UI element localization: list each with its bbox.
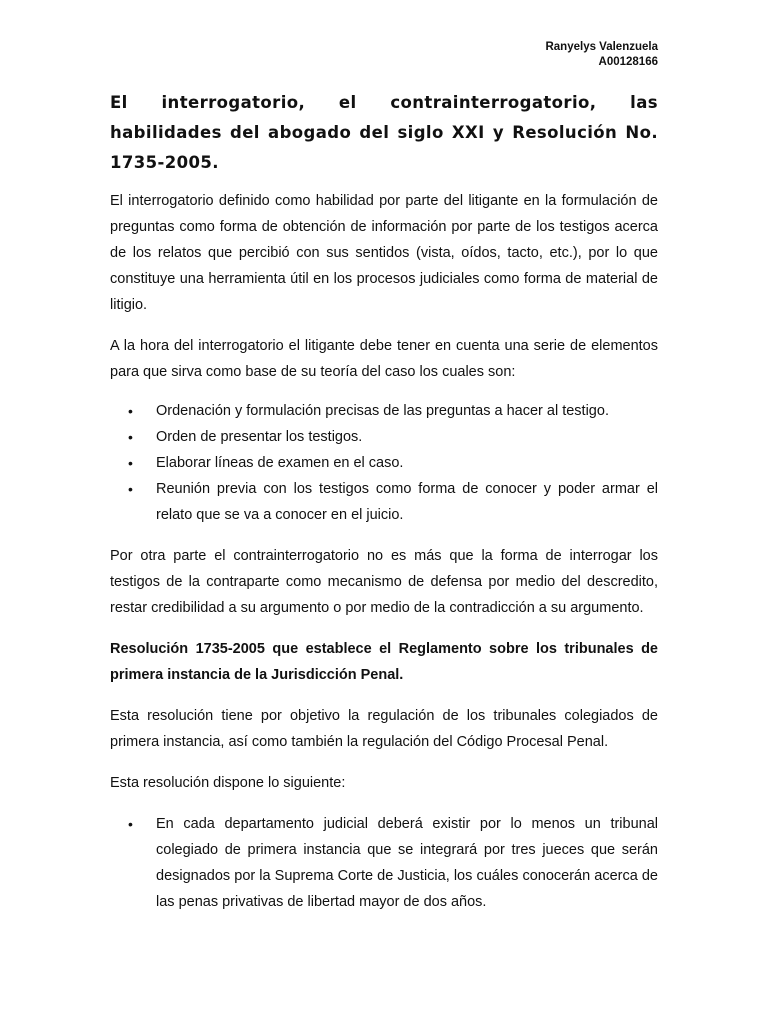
list-item [110, 424, 658, 450]
paragraph-objetivo: Esta resolución tiene por objetivo la regulación de los tribunales colegiados de primera instancia, así como también la regulación del Código Procesal Penal. [110, 708, 658, 750]
paragraph-elementos: A la hora del interrogatorio el litigante debe tener en cuenta una serie de elementos para que sirva como base de su teoría del caso los cuales son: [110, 338, 658, 380]
list-item [110, 476, 658, 528]
bullet-icon: • [128, 481, 133, 497]
document-title: El interrogatorio, el contrainterrogatorio, las habilidades del abogado del siglo XXI y Resolución No. 1735-2005. [110, 93, 658, 172]
author-name: Ranyelys Valenzuela [545, 41, 658, 53]
list-item [110, 811, 658, 915]
paragraph-dispone: Esta resolución dispone lo siguiente: [110, 775, 346, 791]
paragraph-interrogatorio: El interrogatorio definido como habilidad por parte del litigante en la formulación de preguntas como forma de obtención de información por parte de los testigos acerca de los relatos que percibió con sus sentidos (vista, oídos, tacto, etc.), por lo que constituye una herramienta útil en los procesos judiciales como forma de material de litigio. [110, 193, 658, 313]
list-item-text: Orden de presentar los testigos. [156, 429, 363, 445]
list-item [110, 398, 658, 424]
bullet-icon: • [128, 455, 133, 471]
author-block [110, 40, 658, 70]
bullet-icon: • [128, 816, 133, 832]
document-page [110, 40, 658, 915]
section-heading-resolucion: Resolución 1735-2005 que establece el Reglamento sobre los tribunales de primera instancia de la Jurisdicción Penal. [110, 641, 658, 683]
bullet-list-resolucion [110, 811, 658, 915]
list-item-text: Reunión previa con los testigos como forma de conocer y poder armar el relato que se va a conocer en el juicio. [156, 481, 658, 523]
paragraph-contrainterrogatorio: Por otra parte el contrainterrogatorio no es más que la forma de interrogar los testigos de la contraparte como mecanismo de defensa por medio del descredito, restar credibilidad a su argumento o por medio de la contradicción a su argumento. [110, 548, 658, 616]
list-item-text: Elaborar líneas de examen en el caso. [156, 455, 404, 471]
bullet-icon: • [128, 403, 133, 419]
bullet-icon: • [128, 429, 133, 445]
list-item-text: En cada departamento judicial deberá existir por lo menos un tribunal colegiado de primera instancia que se integrará por tres jueces que serán designados por la Suprema Corte de Justicia, los cuáles conocerán acerca de las penas privativas de libertad mayor de dos años. [156, 816, 658, 910]
list-item [110, 450, 658, 476]
bullet-list-elementos [110, 398, 658, 528]
student-id: A00128166 [598, 56, 658, 68]
list-item-text: Ordenación y formulación precisas de las preguntas a hacer al testigo. [156, 403, 609, 419]
